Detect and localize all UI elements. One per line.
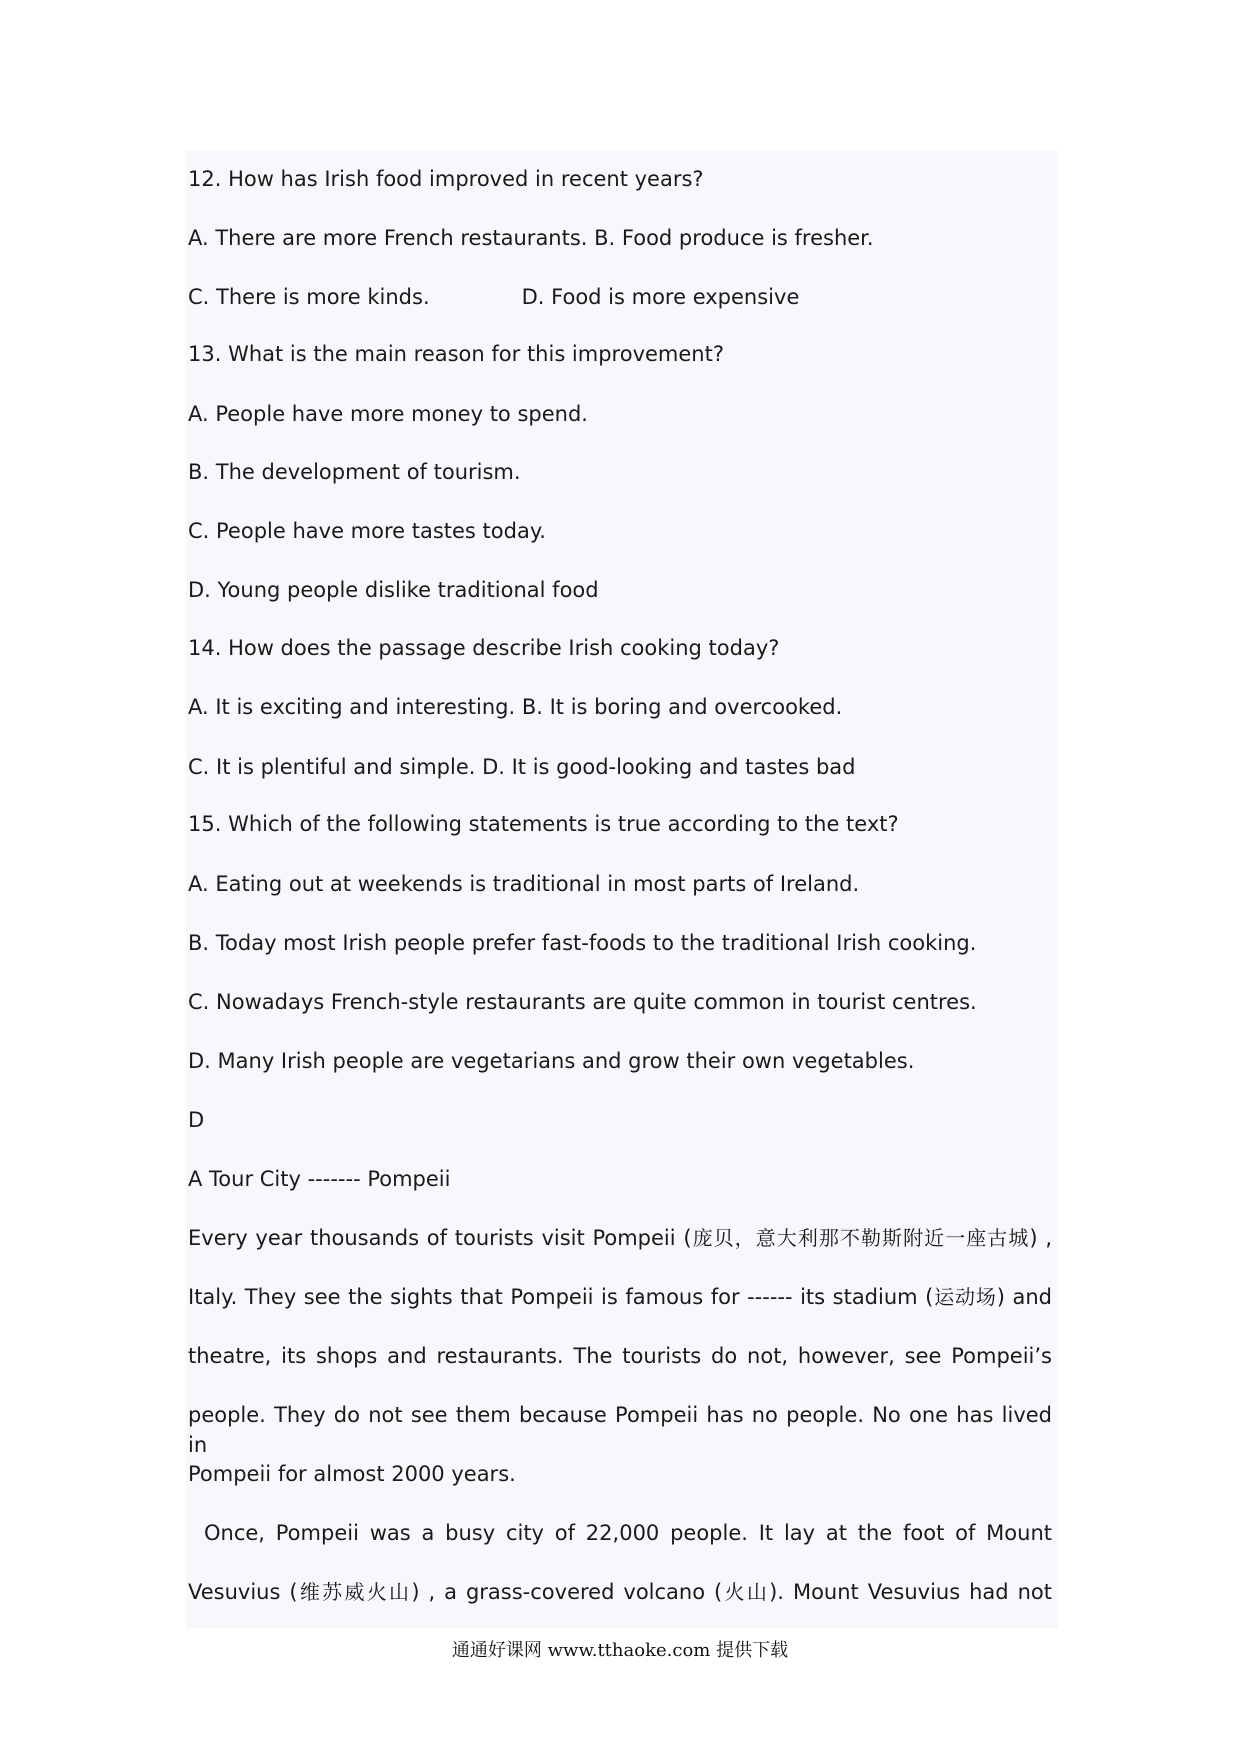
question-15-prompt: 15. Which of the following statements is true according to the text?: [188, 812, 899, 836]
question-12-option-d: D. Food is more expensive: [521, 285, 800, 309]
question-14-options-cd: C. It is plentiful and simple. D. It is good-looking and tastes bad: [188, 755, 856, 779]
question-12-options-ab: A. There are more French restaurants. B. Food produce is fresher.: [188, 226, 874, 250]
chinese-gloss: 庞贝，意大利那不勒斯附近一座古城: [691, 1226, 1030, 1250]
passage-line: Pompeii for almost 2000 years.: [188, 1462, 516, 1486]
section-letter: D: [188, 1108, 205, 1132]
question-13-option-d: D. Young people dislike traditional food: [188, 578, 599, 602]
chinese-gloss: 运动场: [933, 1285, 997, 1309]
question-13-option-c: C. People have more tastes today.: [188, 519, 546, 543]
passage-line: Once, Pompeii was a busy city of 22,000 people. It lay at the foot of Mount: [204, 1521, 1052, 1545]
question-13-prompt: 13. What is the main reason for this improvement?: [188, 342, 724, 366]
chinese-gloss: 火山: [722, 1580, 770, 1604]
passage-line: Vesuvius (维苏威火山) , a grass-covered volcano (火山). Mount Vesuvius had not: [188, 1580, 1052, 1604]
question-15-option-b: B. Today most Irish people prefer fast-foods to the traditional Irish cooking.: [188, 931, 977, 955]
question-12-option-c: C. There is more kinds.: [188, 285, 430, 309]
passage-line: people. They do not see them because Pompeii has no people. No one has lived in: [188, 1403, 1052, 1457]
chinese-gloss: 维苏威火山: [297, 1580, 412, 1604]
question-15-option-c: C. Nowadays French-style restaurants are quite common in tourist centres.: [188, 990, 977, 1014]
question-12-options-cd: [188, 282, 799, 312]
passage-line: Every year thousands of tourists visit Pompeii (庞贝，意大利那不勒斯附近一座古城) ,: [188, 1226, 1053, 1250]
question-14-options-ab: A. It is exciting and interesting. B. It is boring and overcooked.: [188, 695, 843, 719]
passage-title: A Tour City ------- Pompeii: [188, 1167, 451, 1191]
question-14-prompt: 14. How does the passage describe Irish cooking today?: [188, 636, 780, 660]
question-15-option-a: A. Eating out at weekends is traditional in most parts of Ireland.: [188, 872, 860, 896]
passage-line: Italy. They see the sights that Pompeii is famous for ------ its stadium (运动场) and: [188, 1285, 1052, 1309]
question-15-option-d: D. Many Irish people are vegetarians and grow their own vegetables.: [188, 1049, 915, 1073]
passage-line: theatre, its shops and restaurants. The tourists do not, however, see Pompeii’s: [188, 1344, 1052, 1368]
question-12-prompt: 12. How has Irish food improved in recent years?: [188, 167, 704, 191]
question-13-option-a: A. People have more money to spend.: [188, 402, 588, 426]
page-footer: 通通好课网 www.tthaoke.com 提供下载: [451, 1640, 789, 1661]
question-13-option-b: B. The development of tourism.: [188, 460, 521, 484]
